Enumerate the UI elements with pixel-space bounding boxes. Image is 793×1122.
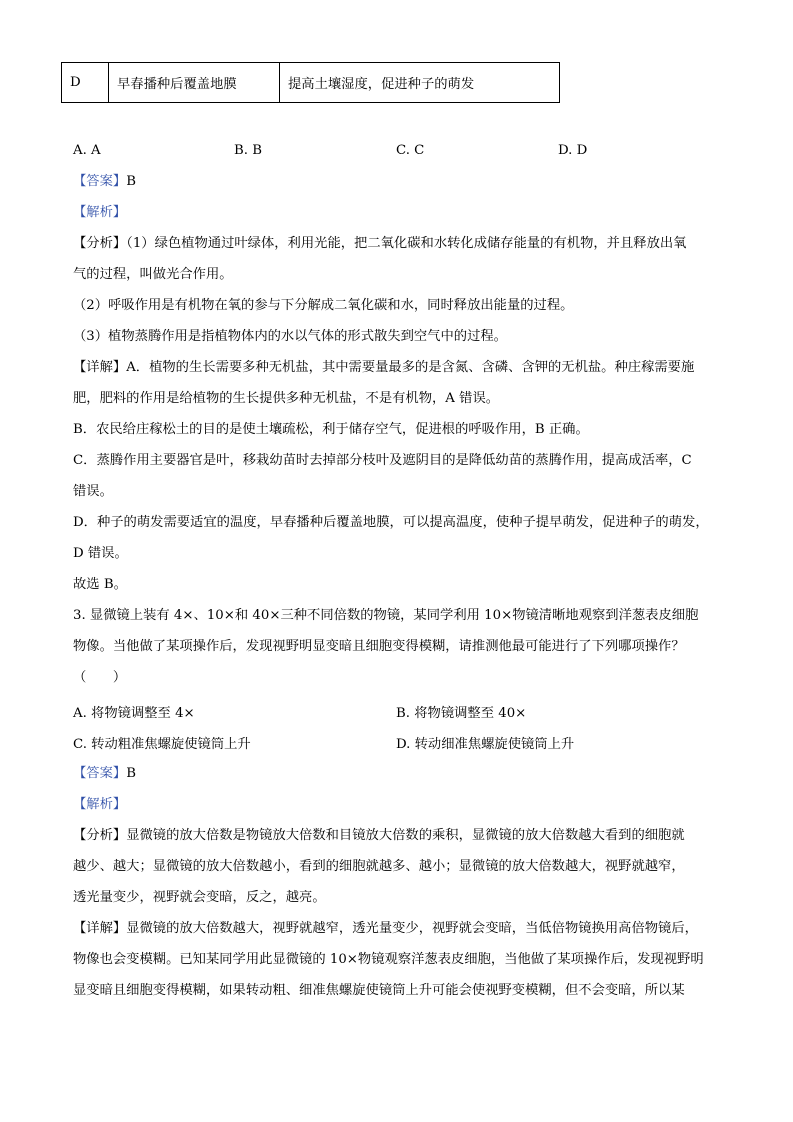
q2-fenxi-3: （3）植物蒸腾作用是指植物体内的水以气体的形式散失到空气中的过程。 xyxy=(73,329,507,344)
q3-fenxi-1 xyxy=(73,826,685,846)
q3-answer xyxy=(73,764,136,784)
row-letter: D xyxy=(62,63,109,103)
q3-analysis-tag: 【解析】 xyxy=(73,797,127,812)
q2-option-a: A. A xyxy=(73,143,101,158)
q3-stem-3: （ ） xyxy=(73,670,127,685)
options-table xyxy=(61,62,560,103)
q3-xiangjie-3: 显变暗且细胞变得模糊，如果转动粗、细准焦螺旋使镜筒上升可能会使视野变模糊，但不会变暗，所以某 xyxy=(73,983,685,998)
xiangjie-text: A．植物的生长需要多种无机盐，其中需要量最多的是含氮、含磷、含钾的无机盐。种庄稼需要施 xyxy=(126,360,695,375)
q3-option-a: A. 将物镜调整至 4× xyxy=(73,706,195,721)
q2-fenxi-2: （2）呼吸作用是有机物在氧的参与下分解成二氧化碳和水，同时释放出能量的过程。 xyxy=(73,298,574,313)
q2-fenxi-1a xyxy=(73,234,686,254)
q2-xiangjie-d1: D．种子的萌发需要适宜的温度，早春播种后覆盖地膜，可以提高温度，使种子提早萌发，促进种子的萌发， xyxy=(73,515,709,530)
answer-value: B xyxy=(126,766,136,781)
q2-option-b: B. B xyxy=(234,143,262,158)
q2-answer xyxy=(73,172,136,192)
fenxi-text: （1）绿色植物通过叶绿体，利用光能，把二氧化碳和水转化成储存能量的有机物，并且释放出氧 xyxy=(126,236,687,251)
q2-xiangjie-a1 xyxy=(73,358,694,378)
q3-xiangjie-1 xyxy=(73,919,698,939)
row-practice: 早春播种后覆盖地膜 xyxy=(109,63,280,103)
row-purpose: 提高土壤湿度，促进种子的萌发 xyxy=(280,63,560,103)
xiangjie-tag: 【详解】 xyxy=(73,360,127,375)
q3-xiangjie-2: 物像也会变模糊。已知某同学用此显微镜的 10×物镜观察洋葱表皮细胞，当他做了某项操作后，发现视野明 xyxy=(73,952,704,967)
q2-conclusion: 故选 B。 xyxy=(73,577,127,592)
fenxi-text: 显微镜的放大倍数是物镜放大倍数和目镜放大倍数的乘积，显微镜的放大倍数越大看到的细胞就 xyxy=(126,828,685,843)
q2-xiangjie-b: B．农民给庄稼松土的目的是使土壤疏松，利于储存空气，促进根的呼吸作用，B 正确。 xyxy=(73,422,589,437)
q3-fenxi-3: 透光量变少，视野就会变暗，反之，越亮。 xyxy=(73,890,326,905)
q2-fenxi-1b: 气的过程，叫做光合作用。 xyxy=(73,267,233,282)
q2-xiangjie-a2: 肥，肥料的作用是给植物的生长提供多种无机盐，不是有机物，A 错误。 xyxy=(73,391,500,406)
q2-xiangjie-d2: D 错误。 xyxy=(73,546,128,561)
q3-fenxi-2: 越少、越大；显微镜的放大倍数越小，看到的细胞就越多、越小；显微镜的放大倍数越大，视野就越窄， xyxy=(73,859,685,874)
q2-option-c: C. C xyxy=(396,143,425,158)
answer-tag: 【答案】 xyxy=(73,766,127,781)
fenxi-tag: 【分析】 xyxy=(73,828,127,843)
q2-xiangjie-c1: C．蒸腾作用主要器官是叶，移栽幼苗时去掉部分枝叶及遮阴目的是降低幼苗的蒸腾作用，提高成活率，C xyxy=(73,453,692,468)
q3-option-c: C. 转动粗准焦螺旋使镜筒上升 xyxy=(73,737,251,752)
q2-analysis-tag: 【解析】 xyxy=(73,205,127,220)
table-row xyxy=(62,63,560,103)
answer-value: B xyxy=(126,174,136,189)
xiangjie-tag: 【详解】 xyxy=(73,921,127,936)
q3-option-d: D. 转动细准焦螺旋使镜筒上升 xyxy=(396,737,575,752)
answer-tag: 【答案】 xyxy=(73,174,127,189)
fenxi-tag: 【分析】 xyxy=(73,236,127,251)
q2-xiangjie-c2: 错误。 xyxy=(73,484,113,499)
xiangjie-text: 显微镜的放大倍数越大，视野就越窄，透光量变少，视野就会变暗，当低倍物镜换用高倍物镜后， xyxy=(126,921,698,936)
q2-option-d: D. D xyxy=(558,143,588,158)
q3-stem-2: 物像。当他做了某项操作后，发现视野明显变暗且细胞变得模糊，请推测他最可能进行了下列哪项操作？ xyxy=(73,639,685,654)
q3-stem-1: 3. 显微镜上装有 4×、10×和 40×三种不同倍数的物镜，某同学利用 10×物镜清晰地观察到洋葱表皮细胞 xyxy=(73,608,699,623)
q3-option-b: B. 将物镜调整至 40× xyxy=(396,706,527,721)
